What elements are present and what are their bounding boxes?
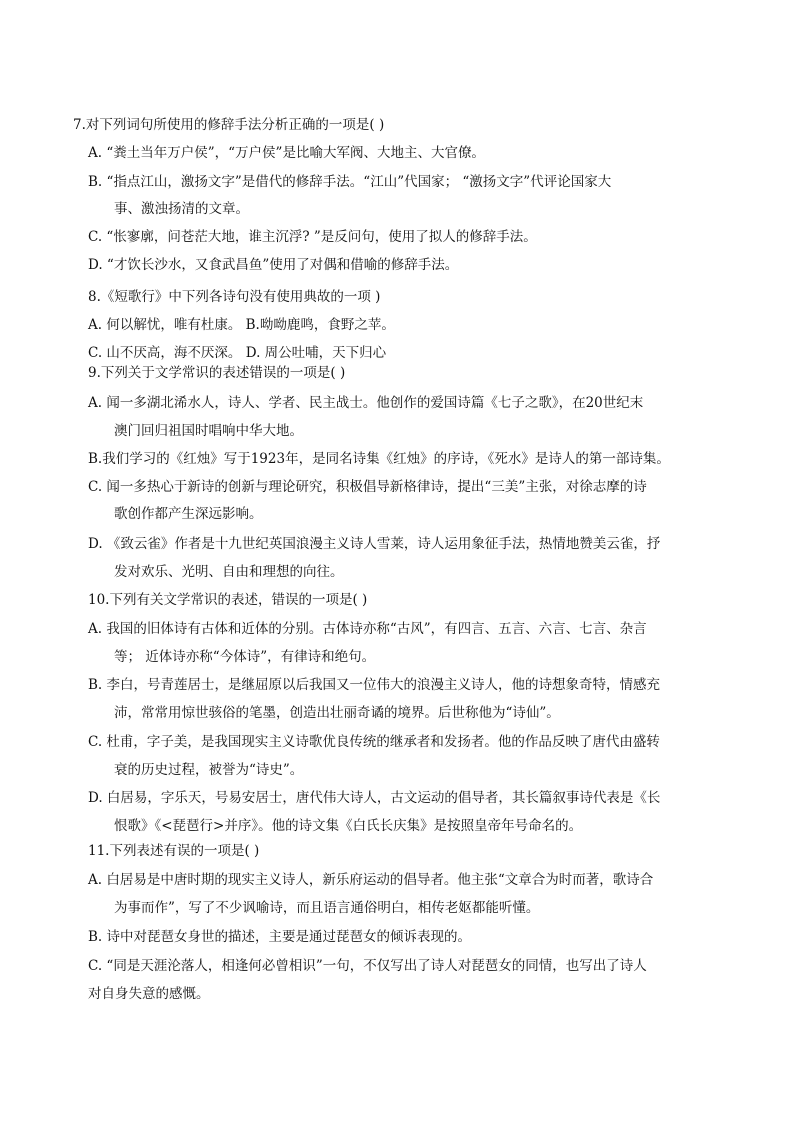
- question-7-option-b-cont: 事、激浊扬清的文章。: [114, 201, 249, 217]
- question-9-stem: 9.下列关于文学常识的表述错误的一项是( ): [88, 365, 346, 381]
- question-7-option-a: A. “粪土当年万户侯”，“万户侯”是比喻大军阀、大地主、大官僚。: [88, 145, 485, 161]
- question-9-option-c-cont: 歌创作都产生深远影响。: [114, 506, 263, 522]
- question-10-option-a: A. 我国的旧体诗有古体和近体的分别。古体诗亦称“古风”，有四言、五言、六言、七言、杂言: [88, 621, 647, 637]
- question-11-stem: 11.下列表述有误的一项是( ): [88, 843, 260, 859]
- question-7-option-b: B. “指点江山，激扬文字”是借代的修辞手法。“江山”代国家； “激扬文字”代评论国家大: [88, 174, 612, 190]
- question-10-option-b: B. 李白，号青莲居士，是继屈原以后我国又一位伟大的浪漫主义诗人，他的诗想象奇特，情感充: [88, 677, 661, 693]
- question-9-option-d-cont: 发对欢乐、光明、自由和理想的向往。: [114, 564, 344, 580]
- question-10-option-b-cont: 沛，常常用惊世骇俗的笔墨，创造出壮丽奇谲的境界。后世称他为“诗仙”。: [114, 705, 560, 721]
- question-10-option-d: D. 白居易，字乐天，号易安居士，唐代伟大诗人，古文运动的倡导者，其长篇叙事诗代表是《长: [88, 790, 661, 806]
- question-11-option-c: C. “同是天涯沦落人，相逢何必曾相识”一句，不仅写出了诗人对琵琶女的同情，也写出了诗人: [88, 958, 647, 974]
- question-9-option-d: D. 《致云雀》作者是十九世纪英国浪漫主义诗人雪莱，诗人运用象征手法，热情地赞美云雀，抒: [88, 536, 661, 552]
- question-10-option-c: C. 杜甫，字子美，是我国现实主义诗歌优良传统的继承者和发扬者。他的作品反映了唐代由盛转: [88, 734, 660, 750]
- question-7-stem: 7.对下列词句所使用的修辞手法分析正确的一项是( ): [73, 117, 385, 133]
- question-10-option-c-cont: 衰的历史过程，被誉为“诗史”。: [114, 762, 304, 778]
- question-9-option-a-cont: 澳门回归祖国时唱响中华大地。: [114, 423, 303, 439]
- question-11-option-c-cont: 对自身失意的感慨。: [88, 986, 210, 1002]
- question-9-option-b: B.我们学习的《红烛》写于1923年，是同名诗集《红烛》的序诗，《死水》是诗人的第一部诗集。: [88, 451, 670, 467]
- question-11-option-b: B. 诗中对琵琶女身世的描述，主要是通过琵琶女的倾诉表现的。: [88, 929, 472, 945]
- question-11-option-a-cont: 为事而作”，写了不少讽喻诗，而且语言通俗明白，相传老妪都能听懂。: [114, 900, 540, 916]
- question-10-option-d-cont: 恨歌》《<琵琶行>并序》。他的诗文集《白氏长庆集》是按照皇帝年号命名的。: [114, 818, 583, 834]
- question-9-option-a: A. 闻一多湖北浠水人，诗人、学者、民主战士。他创作的爱国诗篇《七子之歌》，在20世纪末: [88, 395, 644, 411]
- question-9-option-c: C. 闻一多热心于新诗的创新与理论研究，积极倡导新格律诗，提出“三美”主张，对徐志摩的诗: [88, 479, 647, 495]
- question-7-option-d: D. “才饮长沙水，又食武昌鱼”使用了对偶和借喻的修辞手法。: [88, 257, 459, 273]
- question-8-stem: 8.《短歌行》中下列各诗句没有使用典故的一项 ): [88, 289, 381, 305]
- question-11-option-a: A. 白居易是中唐时期的现实主义诗人，新乐府运动的倡导者。他主张“文章合为时而著，歌诗合: [88, 872, 654, 888]
- question-7-option-c: C. “怅寥廓，问苍茫大地，谁主沉浮? ”是反问句，使用了拟人的修辞手法。: [88, 229, 537, 245]
- question-8-options-cd: C. 山不厌高，海不厌深。 D. 周公吐哺，天下归心: [88, 345, 387, 361]
- question-10-stem: 10.下列有关文学常识的表述，错误的一项是( ): [88, 592, 368, 608]
- question-8-options-ab: A. 何以解忧，唯有杜康。 B.呦呦鹿鸣，食野之苹。: [88, 317, 395, 333]
- question-10-option-a-cont: 等； 近体诗亦称“今体诗”，有律诗和绝句。: [114, 649, 376, 665]
